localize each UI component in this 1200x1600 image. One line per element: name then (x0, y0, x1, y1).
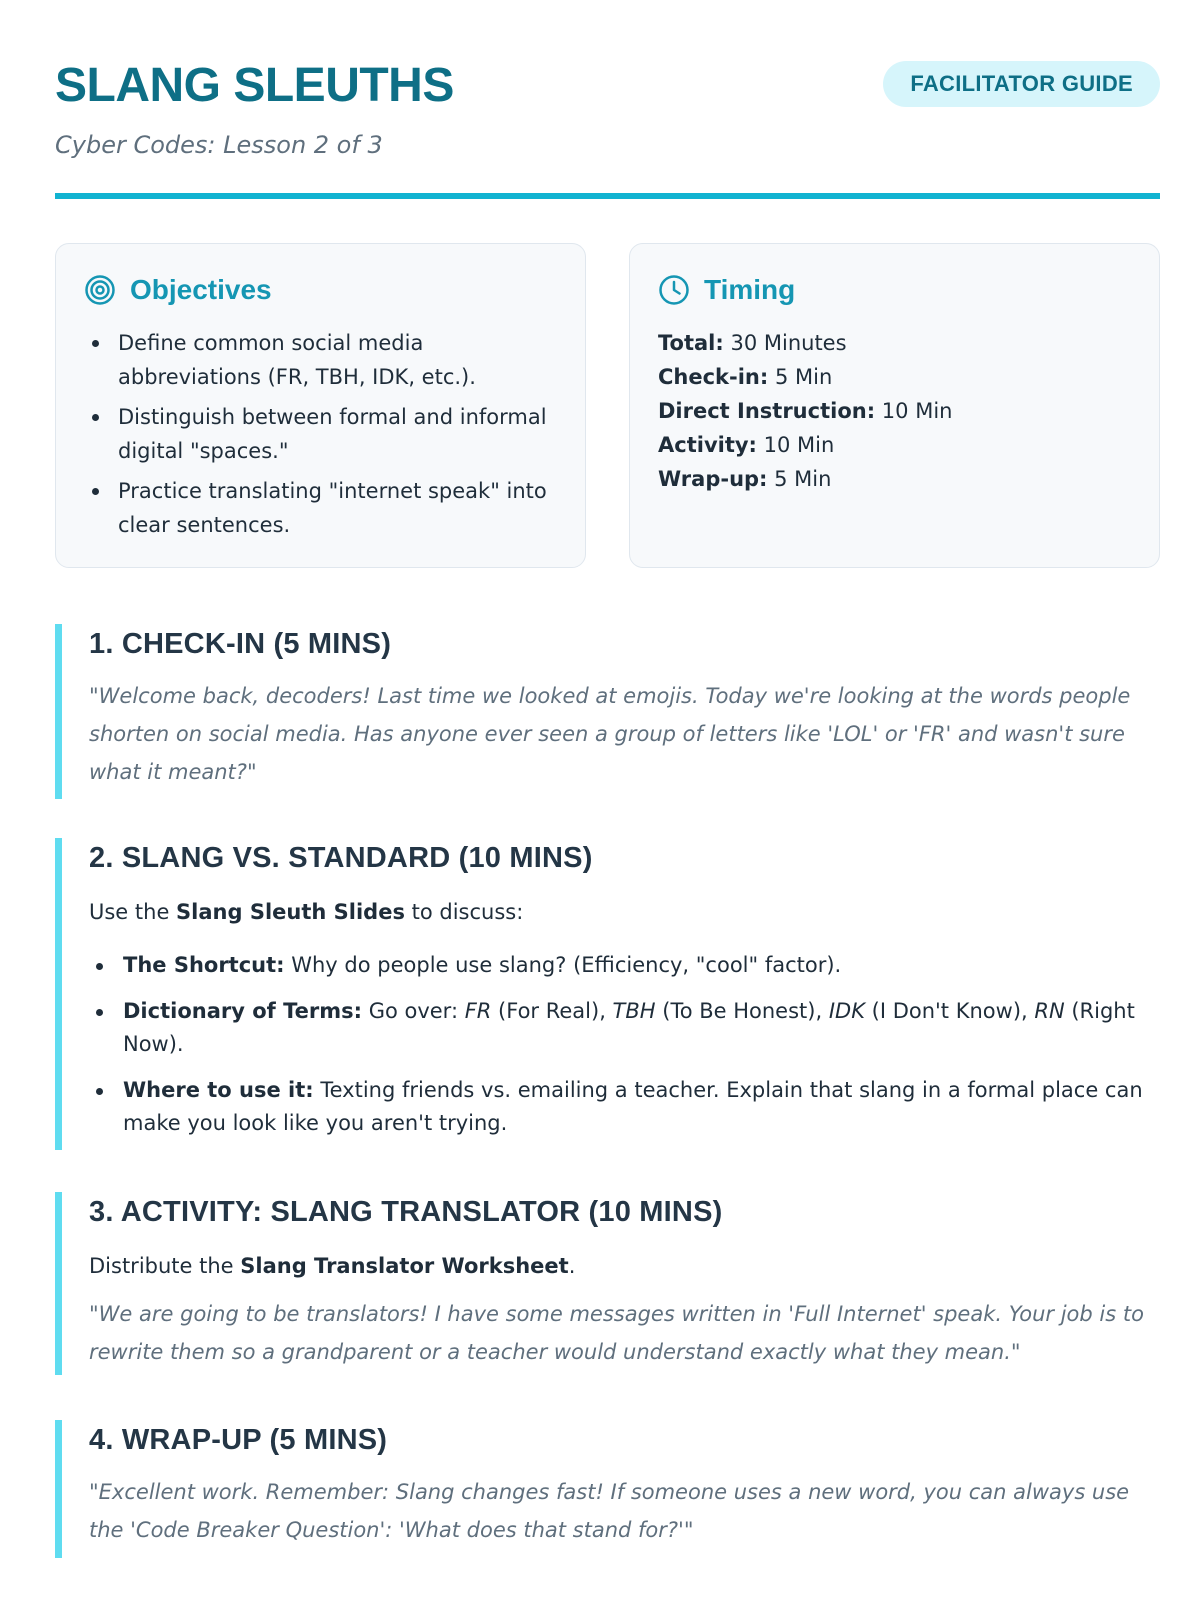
timing-value: 5 Min (774, 365, 833, 389)
term-meaning: (To Be Honest), (655, 999, 829, 1023)
check-in-section (55, 624, 1160, 799)
point-text: Why do people use slang? (Efficiency, "cool" factor). (284, 953, 842, 977)
timing-label: Check-in: (658, 365, 769, 389)
activity-section (55, 1192, 1160, 1375)
timing-list (658, 326, 952, 496)
page-title: SLANG SLEUTHS (55, 59, 454, 112)
header-divider (55, 193, 1160, 199)
section-title: 3. ACTIVITY: SLANG TRANSLATOR (10 MINS) (89, 1196, 723, 1228)
slang-vs-standard-section (55, 838, 1160, 1150)
term-abbreviation: IDK (828, 999, 865, 1023)
objectives-card (55, 243, 586, 568)
section-title: 2. SLANG VS. STANDARD (10 MINS) (89, 842, 593, 874)
intro-text: Use the (89, 900, 177, 924)
timing-row-wrap-up (658, 462, 952, 496)
summary-cards (55, 243, 1160, 568)
point-label: Dictionary of Terms: (123, 999, 363, 1023)
discussion-points (89, 949, 1160, 1140)
section-intro (89, 897, 1160, 927)
objective-item: Distinguish between formal and informal digital "spaces." (92, 400, 552, 468)
timing-row-total (658, 326, 952, 360)
section-title: 4. WRAP-UP (5 MINS) (89, 1424, 388, 1456)
objectives-card-header (84, 274, 272, 306)
header (55, 0, 1160, 200)
point-label: The Shortcut: (123, 953, 285, 977)
facilitator-script: "Excellent work. Remember: Slang changes fast! If someone uses a new word, you can always use the 'Code Breaker Question': 'What does that stand for?'" (89, 1480, 1130, 1542)
facilitator-script: "We are going to be translators! I have some messages written in 'Full Internet' speak. Your job is to rewrite them so a grandparent or a teacher would understand exactly what they mean." (89, 1302, 1144, 1364)
timing-value: 30 Minutes (730, 331, 847, 355)
facilitator-guide-badge: FACILITATOR GUIDE (883, 61, 1160, 107)
term-meaning: (For Real), (491, 999, 613, 1023)
timing-label: Wrap-up: (658, 467, 768, 491)
intro-text: . (568, 1254, 576, 1278)
discussion-point-dictionary (89, 995, 1160, 1061)
timing-value: 10 Min (763, 433, 835, 457)
point-text: Go over: (362, 999, 465, 1023)
timing-title: Timing (704, 274, 796, 305)
resource-name: Slang Sleuth Slides (176, 900, 405, 924)
term-meaning: (Right Now). (123, 999, 1135, 1056)
objective-item: Practice translating "internet speak" into clear sentences. (92, 474, 552, 542)
section-intro (89, 1251, 1160, 1281)
timing-value: 10 Min (881, 399, 953, 423)
page-subtitle: Cyber Codes: Lesson 2 of 3 (55, 131, 383, 159)
intro-text: to discuss: (404, 900, 524, 924)
term-meaning: (I Don't Know), (864, 999, 1035, 1023)
resource-name: Slang Translator Worksheet (240, 1254, 569, 1278)
term-abbreviation: FR (464, 999, 492, 1023)
term-abbreviation: TBH (612, 999, 656, 1023)
target-icon (84, 274, 116, 306)
timing-card (629, 243, 1160, 568)
objectives-list (92, 326, 552, 548)
intro-text: Distribute the (89, 1254, 241, 1278)
timing-row-direct-instruction (658, 394, 952, 428)
section-title: 1. CHECK-IN (5 MINS) (89, 628, 392, 660)
clock-icon (658, 274, 690, 306)
timing-label: Direct Instruction: (658, 399, 876, 423)
timing-label: Total: (658, 331, 724, 355)
objectives-title: Objectives (130, 274, 272, 305)
objective-item: Define common social media abbreviations (FR, TBH, IDK, etc.). (92, 326, 552, 394)
lesson-plan-page (55, 0, 1160, 1542)
term-abbreviation: RN (1034, 999, 1065, 1023)
timing-row-check-in (658, 360, 952, 394)
discussion-point-where-to-use (89, 1074, 1160, 1140)
discussion-point-shortcut (89, 949, 1160, 982)
timing-row-activity (658, 428, 952, 462)
facilitator-script: "Welcome back, decoders! Last time we looked at emojis. Today we're looking at the words people shorten on social media. Has anyone ever seen a group of letters like 'LOL' or 'FR' and wasn't sure what it meant?" (89, 684, 1131, 784)
timing-value: 5 Min (774, 467, 832, 491)
wrap-up-section (55, 1420, 1160, 1558)
timing-label: Activity: (658, 433, 757, 457)
timing-card-header (658, 274, 795, 306)
point-text: Texting friends vs. emailing a teacher. Explain that slang in a formal place can make you look like you aren't trying. (123, 1078, 1143, 1135)
point-label: Where to use it: (123, 1078, 314, 1102)
